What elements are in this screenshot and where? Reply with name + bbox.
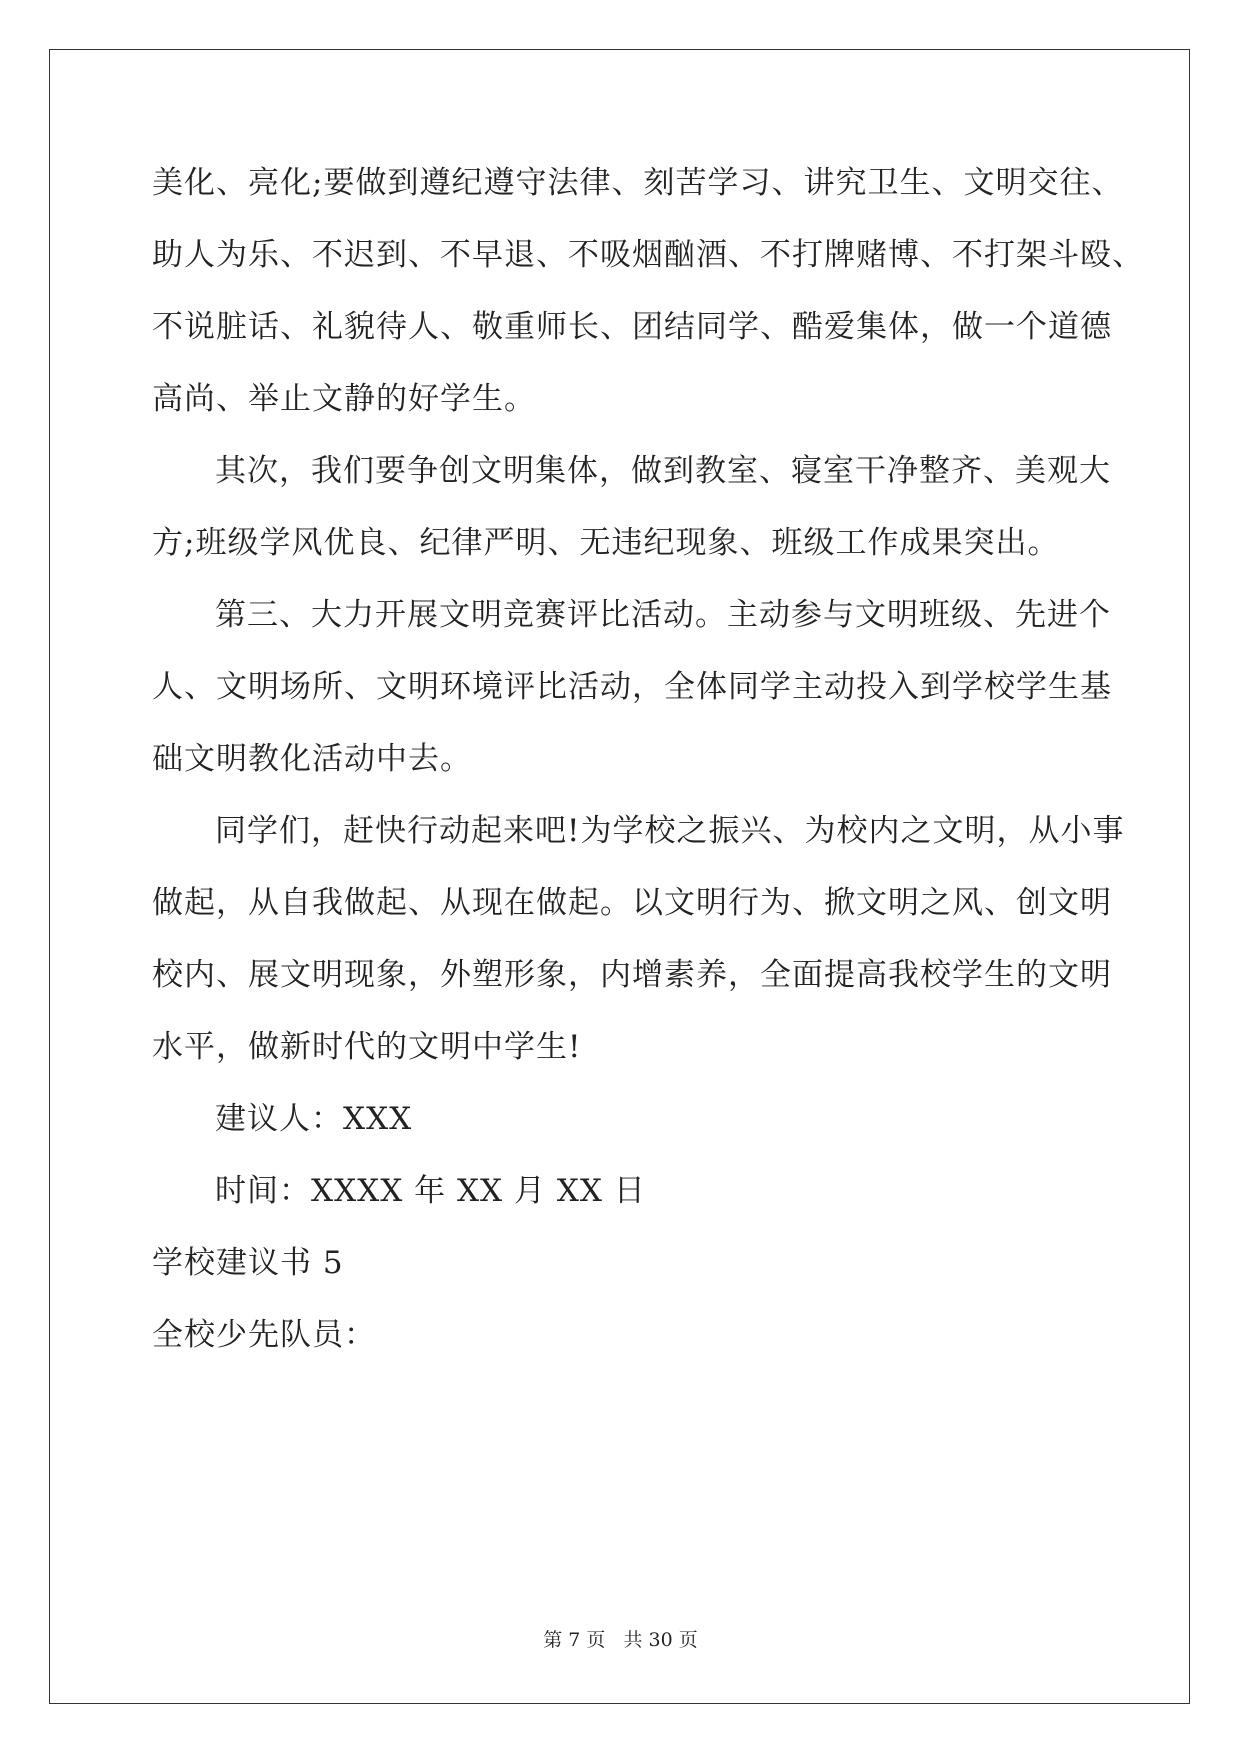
page-number-total: 共 30 页 — [623, 1629, 698, 1651]
page-frame — [49, 49, 1190, 1704]
text-line-9: 础文明教化活动中去。 — [152, 741, 472, 777]
page-number-current: 第 7 页 — [543, 1629, 606, 1651]
proposer-line: 建议人：XXX — [215, 1101, 413, 1137]
text-line-4: 高尚、举止文静的好学生。 — [152, 381, 536, 417]
text-line-1: 美化、亮化;要做到遵纪遵守法律、刻苦学习、讲究卫生、文明交往、 — [152, 165, 1124, 201]
date-line: 时间：XXXX 年 XX 月 XX 日 — [215, 1173, 646, 1209]
section-heading: 学校建议书 5 — [152, 1245, 344, 1281]
text-line-8: 人、文明场所、文明环境评比活动，全体同学主动投入到学校学生基 — [152, 669, 1112, 705]
text-line-11: 做起，从自我做起、从现在做起。以文明行为、掀文明之风、创文明 — [152, 885, 1112, 921]
text-line-10: 同学们，赶快行动起来吧!为学校之振兴、为校内之文明，从小事 — [215, 813, 1125, 849]
text-line-13: 水平，做新时代的文明中学生! — [152, 1029, 582, 1065]
text-line-3: 不说脏话、礼貌待人、敬重师长、团结同学、酷爱集体，做一个道德 — [152, 309, 1112, 345]
text-line-12: 校内、展文明现象，外塑形象，内增素养，全面提高我校学生的文明 — [152, 957, 1112, 993]
text-line-2: 助人为乐、不迟到、不早退、不吸烟酗酒、不打牌赌博、不打架斗殴、 — [152, 237, 1144, 273]
page-footer — [0, 1628, 1241, 1652]
text-line-5: 其次，我们要争创文明集体，做到教室、寝室干净整齐、美观大 — [215, 453, 1111, 489]
text-line-6: 方;班级学风优良、纪律严明、无违纪现象、班级工作成果突出。 — [152, 525, 1060, 561]
salutation-line: 全校少先队员： — [152, 1317, 376, 1353]
text-line-7: 第三、大力开展文明竞赛评比活动。主动参与文明班级、先进个 — [215, 597, 1111, 633]
